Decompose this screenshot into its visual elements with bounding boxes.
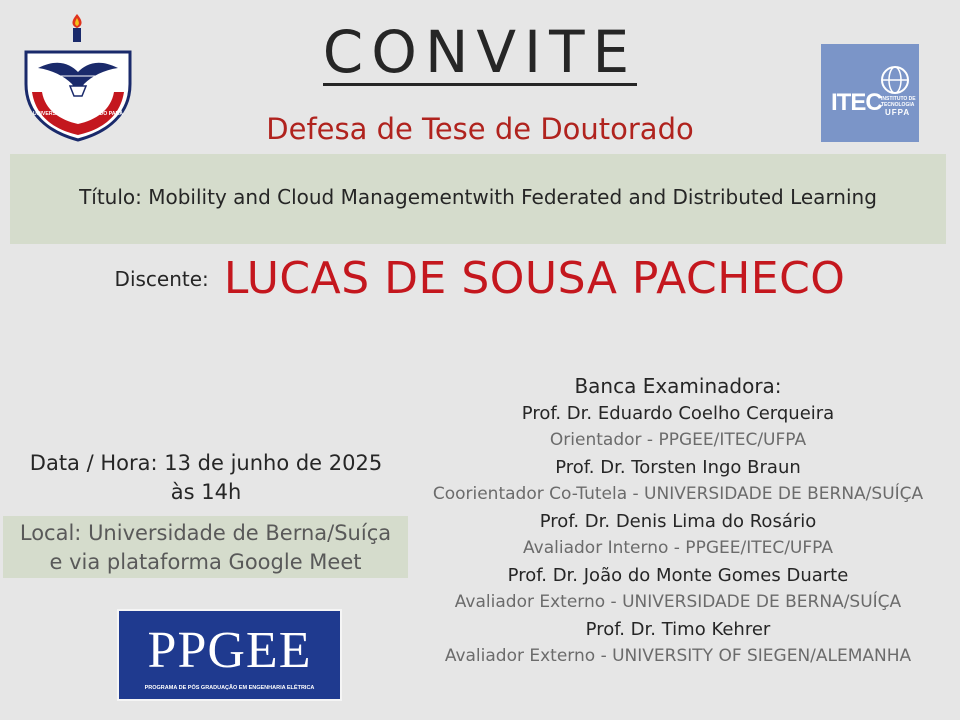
location-line-2: e via plataforma Google Meet — [49, 550, 362, 574]
globe-icon — [879, 64, 911, 96]
itec-subtitle: INSTITUTO DE TECNOLOGIA — [881, 96, 916, 108]
committee-member-name: Prof. Dr. Eduardo Coelho Cerqueira — [521, 403, 835, 424]
schedule-block — [16, 449, 396, 507]
student-row — [0, 253, 960, 304]
ufpa-ring-text: UNIVERSIDADE FEDERAL DO PARÁ — [32, 111, 124, 117]
ppgee-subtitle: PROGRAMA DE PÓS GRADUAÇÃO EM ENGENHARIA ELÉTRICA — [144, 685, 315, 691]
itec-wordmark: ITEC — [831, 89, 882, 116]
thesis-title-band — [10, 154, 946, 244]
student-label: Discente: — [114, 266, 209, 291]
location-line-1 — [3, 519, 408, 548]
ppgee-wordmark: PPGEE — [147, 622, 312, 679]
committee-block — [400, 372, 956, 670]
committee-member-name: Prof. Dr. Timo Kehrer — [585, 619, 771, 640]
schedule-date: Data / Hora: 13 de junho de 2025 — [29, 451, 383, 475]
committee-member-role: Avaliador Externo - UNIVERSIDADE DE BERNA/SUÍÇA — [454, 592, 902, 612]
ppgee-logo — [117, 609, 342, 701]
thesis-title: Título: Mobility and Cloud Managementwith Federated and Distributed Learning — [79, 185, 877, 209]
committee-member-name: Prof. Dr. Torsten Ingo Braun — [555, 457, 801, 478]
student-name: LUCAS DE SOUSA PACHECO — [223, 253, 846, 304]
committee-member-role: Avaliador Externo - UNIVERSITY OF SIEGEN/ALEMANHA — [444, 646, 912, 666]
subtitle: Defesa de Tese de Doutorado — [266, 112, 694, 146]
committee-member-name: Prof. Dr. Denis Lima do Rosário — [539, 511, 817, 532]
committee-member-role: Avaliador Interno - PPGEE/ITEC/UFPA — [523, 538, 833, 558]
location-label: Local: — [19, 521, 82, 545]
committee-member-name: Prof. Dr. João do Monte Gomes Duarte — [507, 565, 849, 586]
location-band — [3, 516, 408, 578]
page-title — [0, 18, 960, 86]
location-venue: Universidade de Berna/Suíça — [81, 521, 392, 545]
itec-logo — [821, 44, 919, 142]
title-text: CONVITE — [322, 18, 638, 86]
committee-member-role: Coorientador Co-Tutela - UNIVERSIDADE DE BERNA/SUÍÇA — [432, 484, 924, 504]
committee-member-role: Orientador - PPGEE/ITEC/UFPA — [549, 430, 807, 450]
committee-heading: Banca Examinadora: — [574, 374, 782, 398]
schedule-time: às 14h — [170, 480, 242, 504]
itec-ufpa-label: UFPA — [885, 108, 911, 117]
